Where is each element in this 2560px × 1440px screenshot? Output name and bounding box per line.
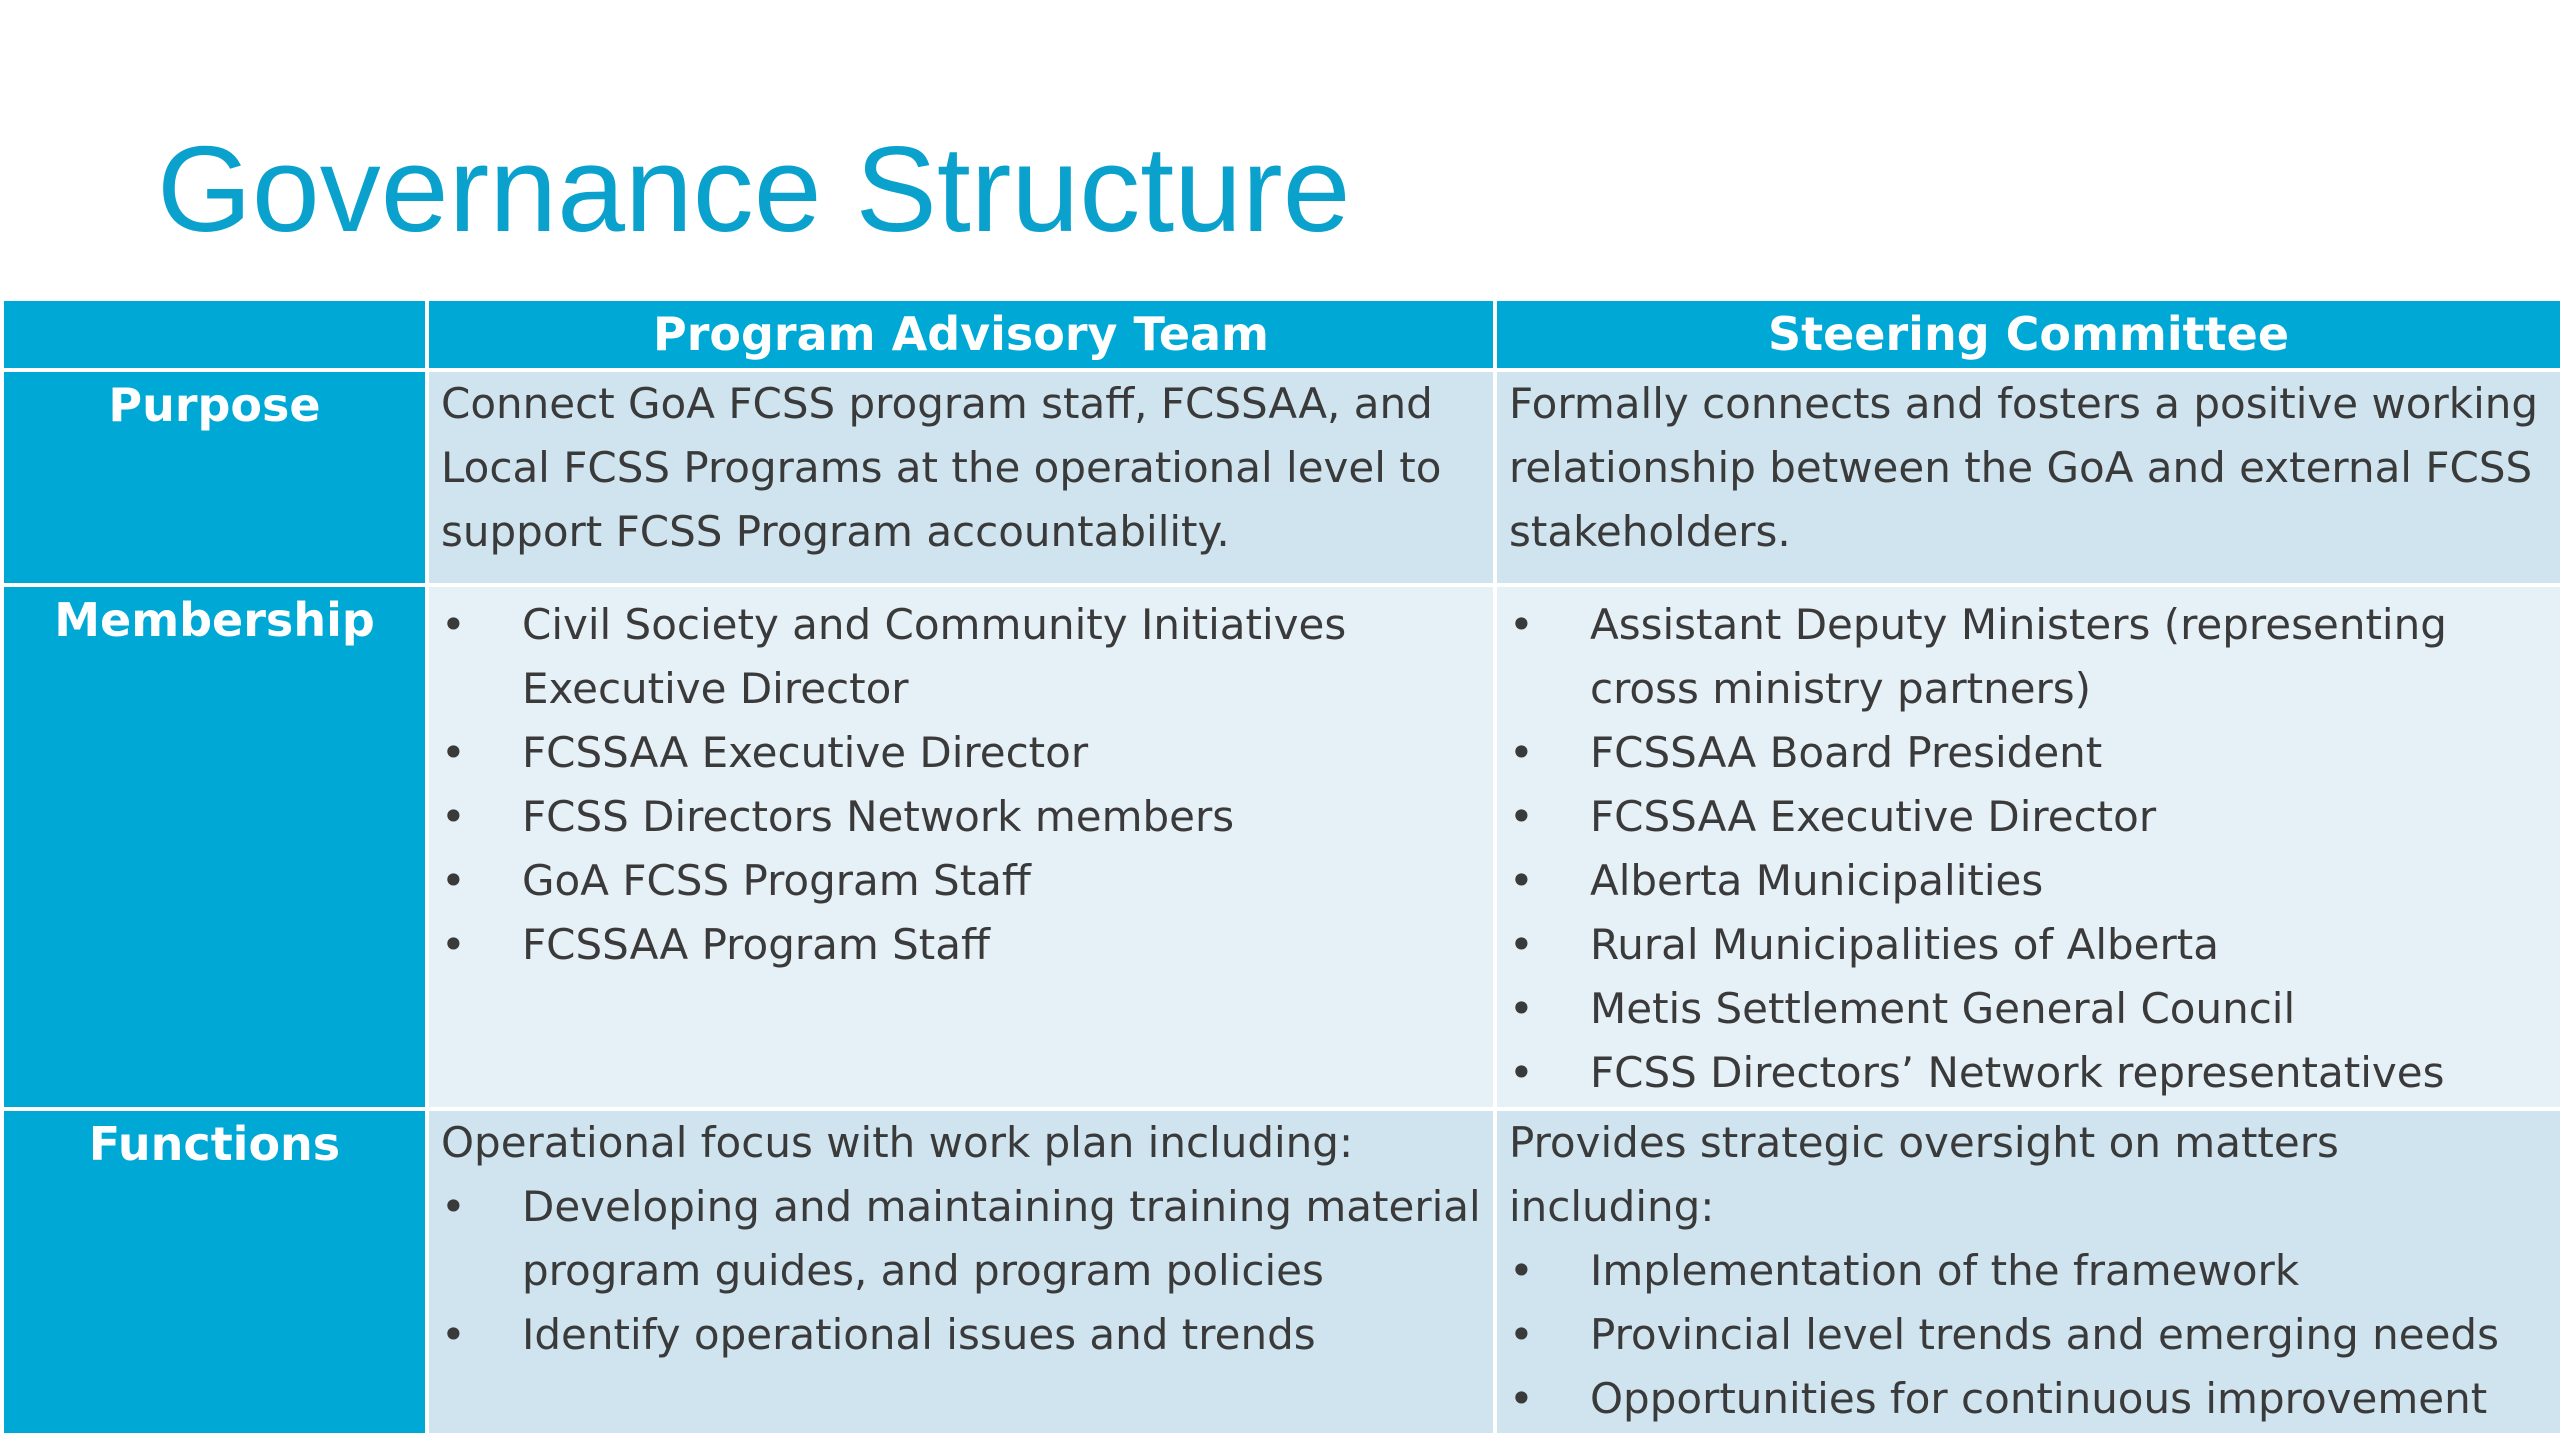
header-steering-committee: Steering Committee [1495, 299, 2560, 370]
header-corner-cell [2, 299, 427, 370]
membership-steering-committee [1495, 585, 2560, 1109]
list-item-text: Opportunities for continuous improvement [1590, 1374, 2488, 1423]
purpose-pat-text: Connect GoA FCSS program staff, FCSSAA, and Local FCSS Programs at the operational level to support FCSS Program accountability. [441, 379, 1442, 556]
list-item [441, 721, 1481, 785]
list-item-text: FCSS Directors Network members [522, 792, 1235, 841]
bullet-icon: • [441, 856, 466, 905]
list-item-text: Implementation of the framework [1590, 1246, 2300, 1295]
functions-steering-committee [1495, 1109, 2560, 1435]
slide-title: Governance Structure [157, 121, 1351, 257]
bullet-icon: • [441, 600, 466, 649]
list-item [441, 593, 1481, 721]
bullet-icon: • [1509, 792, 1534, 841]
row-label-functions: Functions [2, 1109, 427, 1435]
list-item-text: FCSSAA Program Staff [522, 920, 990, 969]
functions-program-advisory-team [427, 1109, 1495, 1435]
list-item-text: Assistant Deputy Ministers (representing cross ministry partners) [1590, 600, 2447, 713]
list-item-text: FCSSAA Executive Director [1590, 792, 2157, 841]
list-item [1509, 593, 2548, 721]
list-item [441, 913, 1481, 977]
bullet-icon: • [441, 728, 466, 777]
table-row-membership [2, 585, 2560, 1109]
list-item [1509, 977, 2548, 1041]
list-item-text: FCSS Directors’ Network representatives [1590, 1048, 2445, 1097]
list-item-text: Metis Settlement General Council [1590, 984, 2296, 1033]
table-row-purpose [2, 370, 2560, 585]
functions-sc-intro: Provides strategic oversight on matters including: [1509, 1118, 2339, 1231]
bullet-icon: • [441, 920, 466, 969]
list-item-text: Provincial level trends and emerging needs [1590, 1310, 2499, 1359]
list-item [1509, 1303, 2548, 1367]
list-item [441, 785, 1481, 849]
functions-sc-list [1509, 1239, 2548, 1431]
functions-pat-intro: Operational focus with work plan including: [441, 1118, 1354, 1167]
list-item-text: FCSSAA Board President [1590, 728, 2103, 777]
list-item-text: Developing and maintaining training material program guides, and program policies [522, 1182, 1481, 1295]
bullet-icon: • [1509, 728, 1534, 777]
list-item [1509, 849, 2548, 913]
list-item [1509, 913, 2548, 977]
list-item [441, 1303, 1481, 1367]
bullet-icon: • [1509, 1246, 1534, 1295]
bullet-icon: • [1509, 984, 1534, 1033]
purpose-steering-committee [1495, 370, 2560, 585]
list-item-text: Identify operational issues and trends [522, 1310, 1316, 1359]
list-item [1509, 1367, 2548, 1431]
bullet-icon: • [1509, 1048, 1534, 1097]
table-header-row [2, 299, 2560, 370]
list-item [1509, 721, 2548, 785]
list-item [1509, 785, 2548, 849]
row-label-purpose: Purpose [2, 370, 427, 585]
purpose-sc-text: Formally connects and fosters a positive working relationship between the GoA and external FCSS stakeholders. [1509, 379, 2539, 556]
governance-table [0, 297, 2560, 1437]
membership-sc-list [1509, 593, 2548, 1105]
list-item [1509, 1041, 2548, 1105]
list-item [1509, 1239, 2548, 1303]
bullet-icon: • [441, 792, 466, 841]
list-item [441, 1175, 1481, 1303]
bullet-icon: • [441, 1310, 466, 1359]
table-row-functions [2, 1109, 2560, 1435]
row-label-membership: Membership [2, 585, 427, 1109]
bullet-icon: • [1509, 1374, 1534, 1423]
membership-program-advisory-team [427, 585, 1495, 1109]
list-item-text: Rural Municipalities of Alberta [1590, 920, 2219, 969]
list-item-text: Civil Society and Community Initiatives Executive Director [522, 600, 1347, 713]
list-item-text: Alberta Municipalities [1590, 856, 2044, 905]
bullet-icon: • [1509, 856, 1534, 905]
membership-pat-list [441, 593, 1481, 977]
bullet-icon: • [1509, 600, 1534, 649]
bullet-icon: • [441, 1182, 466, 1231]
purpose-program-advisory-team [427, 370, 1495, 585]
bullet-icon: • [1509, 920, 1534, 969]
list-item [441, 849, 1481, 913]
list-item-text: GoA FCSS Program Staff [522, 856, 1031, 905]
functions-pat-list [441, 1175, 1481, 1367]
header-program-advisory-team: Program Advisory Team [427, 299, 1495, 370]
list-item-text: FCSSAA Executive Director [522, 728, 1089, 777]
bullet-icon: • [1509, 1310, 1534, 1359]
